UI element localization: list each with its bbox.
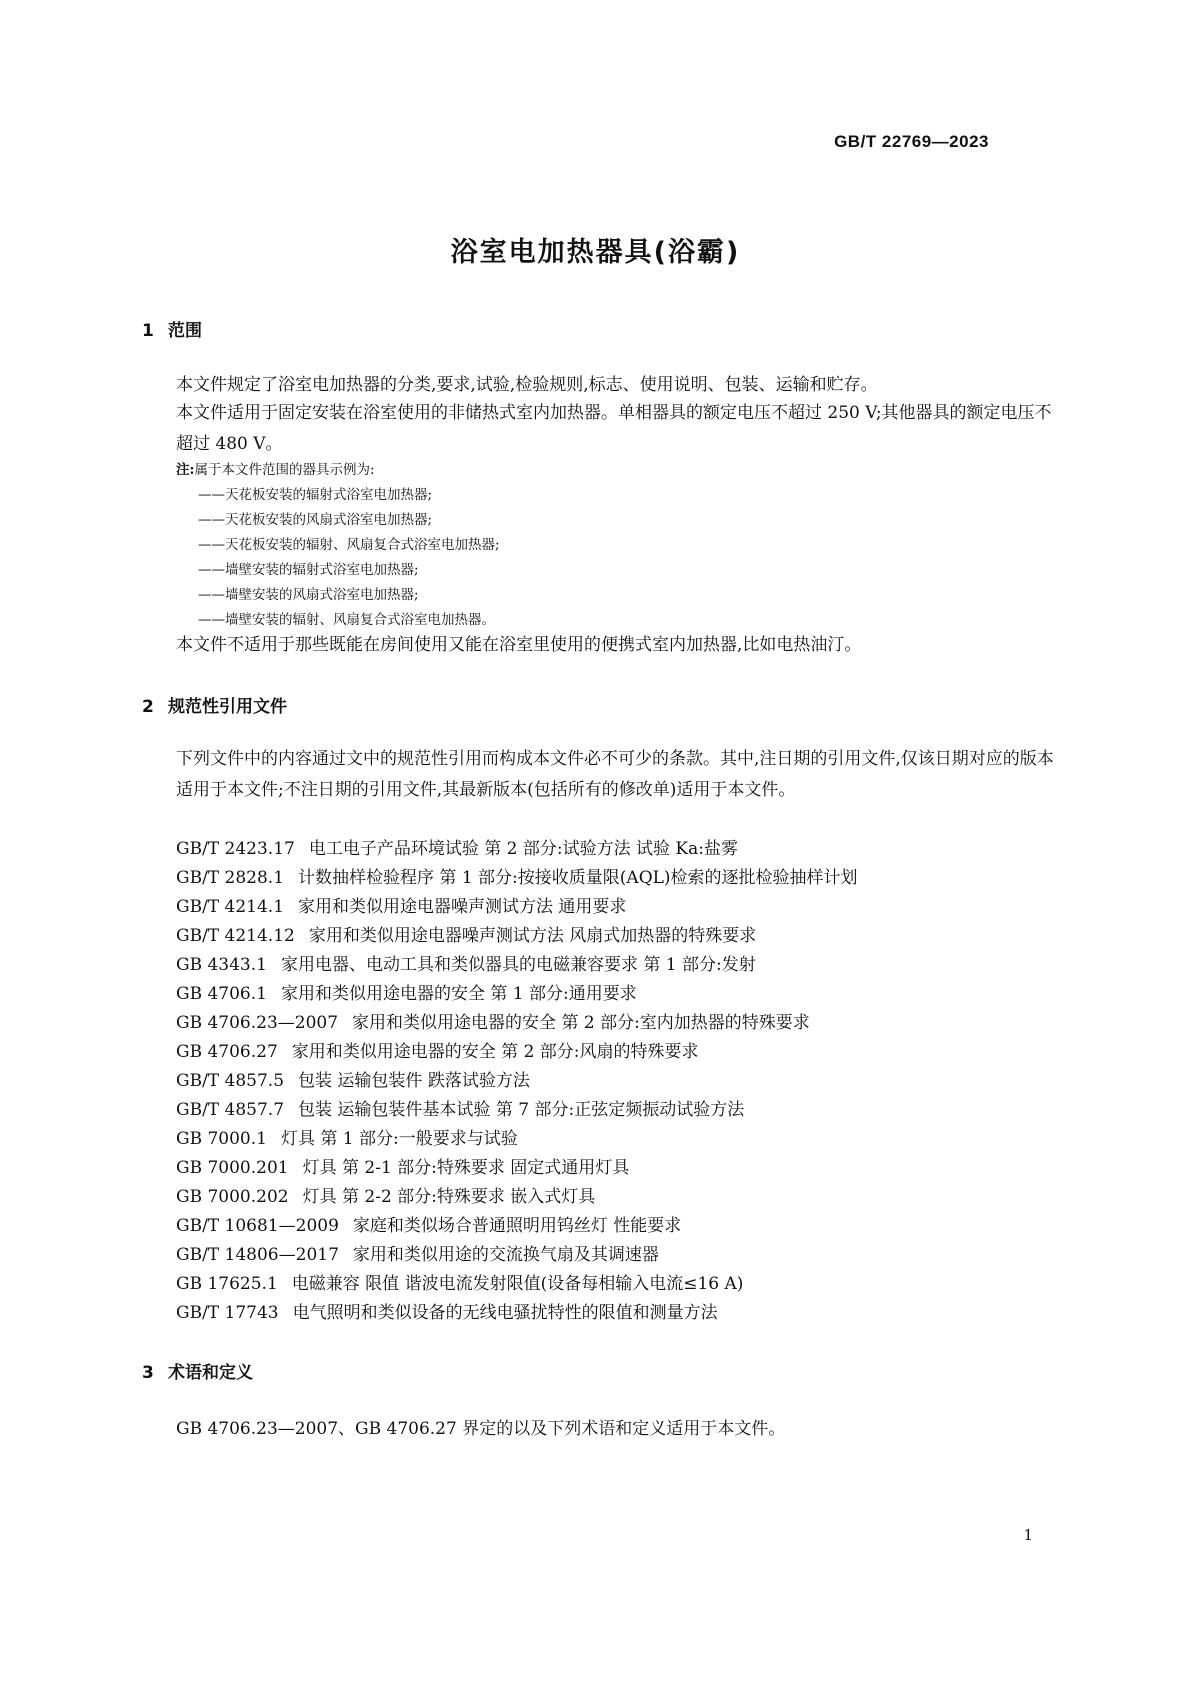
note-label: 注:: [176, 462, 195, 478]
reference-code: GB/T 2423.17: [176, 839, 295, 859]
reference-item: [176, 1211, 681, 1236]
note-item: ——天花板安装的风扇式浴室电加热器;: [198, 512, 433, 528]
note-item: ——墙壁安装的辐射、风扇复合式浴室电加热器。: [198, 612, 495, 628]
reference-item: [176, 979, 637, 1004]
section-1-paragraph-2: [142, 398, 1054, 460]
reference-code: GB 4706.23—2007: [176, 1013, 339, 1033]
reference-code: GB/T 4857.5: [176, 1071, 285, 1091]
reference-code: GB 4343.1: [176, 955, 267, 975]
reference-title: 家庭和类似场合普通照明用钨丝灯 性能要求: [352, 1216, 682, 1236]
reference-title: 计数抽样检验程序 第 1 部分:按接收质量限(AQL)检索的逐批检验抽样计划: [298, 868, 858, 888]
reference-code: GB/T 2828.1: [176, 868, 285, 888]
reference-code: GB/T 4214.1: [176, 897, 285, 917]
reference-title: 包装 运输包装件 跌落试验方法: [298, 1071, 530, 1091]
note-item: ——天花板安装的辐射式浴室电加热器;: [198, 487, 433, 503]
reference-title: 家用电器、电动工具和类似器具的电磁兼容要求 第 1 部分:发射: [280, 955, 756, 975]
section-1-paragraph-2-text: 本文件适用于固定安装在浴室使用的非储热式室内加热器。单相器具的额定电压不超过 250 V;其他器具的额定电压不超过 480 V。: [176, 403, 1052, 454]
reference-item: [176, 1095, 744, 1120]
section-1-title: 范围: [168, 321, 202, 341]
reference-code: GB/T 4857.7: [176, 1100, 285, 1120]
reference-code: GB/T 14806—2017: [176, 1245, 339, 1265]
reference-item: [176, 1240, 659, 1265]
reference-code: GB 7000.201: [176, 1158, 289, 1178]
note-text: 属于本文件范围的器具示例为:: [194, 462, 375, 478]
reference-title: 包装 运输包装件基本试验 第 7 部分:正弦定频振动试验方法: [298, 1100, 745, 1120]
note: [176, 458, 375, 478]
reference-title: 电工电子产品环境试验 第 2 部分:试验方法 试验 Ka:盐雾: [308, 839, 738, 859]
page-number: 1: [1023, 1526, 1033, 1544]
document-title: 浴室电加热器具(浴霸): [450, 237, 741, 268]
note-item: ——墙壁安装的辐射式浴室电加热器;: [198, 562, 419, 578]
section-1-paragraph-1: 本文件规定了浴室电加热器的分类,要求,试验,检验规则,标志、使用说明、包装、运输和贮存。: [176, 375, 878, 395]
reference-code: GB 4706.27: [176, 1042, 278, 1062]
reference-item: [176, 1298, 718, 1323]
reference-title: 电磁兼容 限值 谐波电流发射限值(设备每相输入电流≤16 A): [291, 1274, 744, 1294]
section-2-title: 规范性引用文件: [168, 697, 287, 717]
note-item: ——天花板安装的辐射、风扇复合式浴室电加热器;: [198, 537, 500, 553]
section-3-title: 术语和定义: [168, 1363, 253, 1383]
reference-code: GB 17625.1: [176, 1274, 278, 1294]
reference-title: 灯具 第 2-1 部分:特殊要求 固定式通用灯具: [302, 1158, 630, 1178]
reference-title: 家用和类似用途电器噪声测试方法 通用要求: [298, 897, 627, 917]
reference-title: 家用和类似用途的交流换气扇及其调速器: [352, 1245, 659, 1265]
note-item: ——墙壁安装的风扇式浴室电加热器;: [198, 587, 419, 603]
section-1-number: 1: [142, 321, 154, 341]
reference-code: GB/T 4214.12: [176, 926, 295, 946]
section-2-number: 2: [142, 697, 154, 717]
section-1-heading: [142, 316, 202, 341]
reference-item: [176, 921, 756, 946]
reference-item: [176, 1008, 810, 1033]
reference-item: [176, 1037, 699, 1062]
reference-item: [176, 1124, 518, 1149]
reference-code: GB/T 10681—2009: [176, 1216, 339, 1236]
reference-item: [176, 1269, 743, 1294]
reference-item: [176, 834, 738, 859]
reference-title: 家用和类似用途电器的安全 第 1 部分:通用要求: [280, 984, 637, 1004]
reference-code: GB 7000.1: [176, 1129, 267, 1149]
section-3-heading: [142, 1358, 253, 1383]
reference-title: 灯具 第 1 部分:一般要求与试验: [280, 1129, 518, 1149]
section-2-intro: [142, 744, 1054, 806]
reference-item: [176, 863, 858, 888]
section-1-paragraph-3: 本文件不适用于那些既能在房间使用又能在浴室里使用的便携式室内加热器,比如电热油汀。: [176, 635, 862, 655]
reference-code: GB 7000.202: [176, 1187, 289, 1207]
reference-item: [176, 1066, 530, 1091]
reference-title: 家用和类似用途电器的安全 第 2 部分:风扇的特殊要求: [291, 1042, 699, 1062]
reference-title: 电气照明和类似设备的无线电骚扰特性的限值和测量方法: [292, 1303, 718, 1323]
reference-title: 家用和类似用途电器噪声测试方法 风扇式加热器的特殊要求: [308, 926, 757, 946]
reference-item: [176, 1153, 629, 1178]
reference-title: 灯具 第 2-2 部分:特殊要求 嵌入式灯具: [302, 1187, 596, 1207]
reference-item: [176, 950, 756, 975]
reference-title: 家用和类似用途电器的安全 第 2 部分:室内加热器的特殊要求: [352, 1013, 810, 1033]
reference-code: GB/T 17743: [176, 1303, 279, 1323]
section-2-intro-text: 下列文件中的内容通过文中的规范性引用而构成本文件必不可少的条款。其中,注日期的引用文件,仅该日期对应的版本适用于本文件;不注日期的引用文件,其最新版本(包括所有的修改单)适用于本文件。: [176, 749, 1054, 800]
section-3-paragraph-1: GB 4706.23—2007、GB 4706.27 界定的以及下列术语和定义适用于本文件。: [176, 1419, 786, 1439]
section-2-heading: [142, 692, 287, 717]
standard-number: GB/T 22769—2023: [834, 132, 989, 151]
reference-code: GB 4706.1: [176, 984, 267, 1004]
reference-item: [176, 892, 626, 917]
reference-item: [176, 1182, 595, 1207]
section-3-number: 3: [142, 1363, 154, 1383]
